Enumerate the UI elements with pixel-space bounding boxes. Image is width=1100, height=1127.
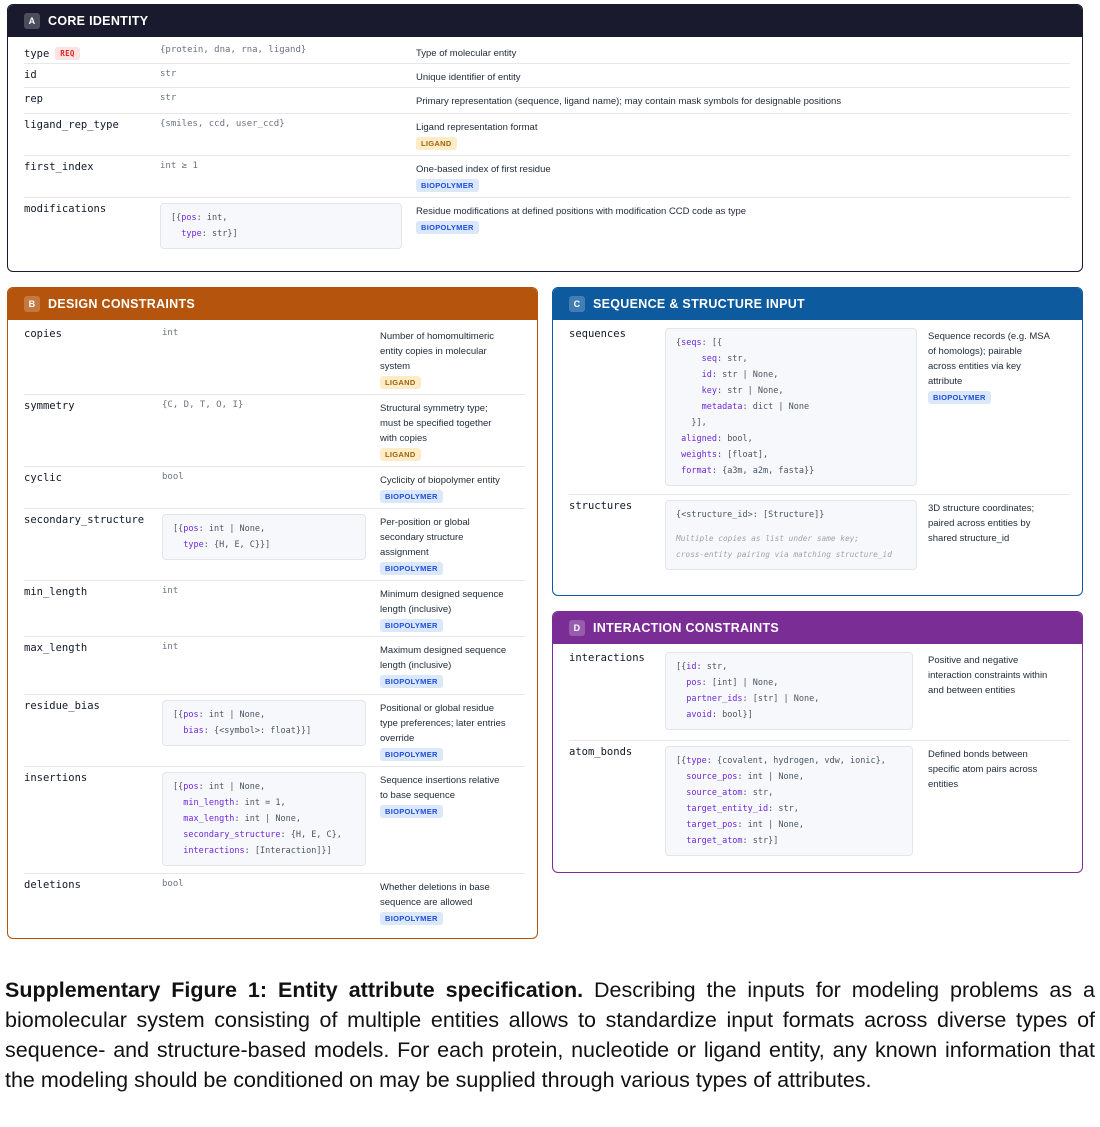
attribute-type: {C, D, T, O, I} <box>162 400 244 410</box>
attribute-row <box>24 636 525 695</box>
panel-header <box>8 5 1082 37</box>
panel-core-identity <box>7 4 1083 272</box>
attribute-description: Sequence insertions relative to base sequence BIOPOLYMER <box>380 775 500 816</box>
biopolymer-tag: BIOPOLYMER <box>416 221 479 234</box>
attribute-description: Per-position or global secondary structure assignment BIOPOLYMER <box>380 517 470 573</box>
attribute-description: One-based index of first residue BIOPOLYMER <box>416 164 551 190</box>
attribute-name: rep <box>24 93 43 105</box>
required-badge: REQ <box>55 47 79 60</box>
attribute-type: str <box>160 69 177 79</box>
biopolymer-tag: BIOPOLYMER <box>380 619 443 632</box>
attribute-description: Positive and negative interaction constraints within and between entities <box>928 655 1048 696</box>
panel-sequence-structure-input <box>552 287 1083 596</box>
panel-letter: B <box>24 296 40 312</box>
panel-design-constraints <box>7 287 538 939</box>
panel-letter: C <box>569 296 585 312</box>
attribute-description: 3D structure coordinates; paired across entities by shared structure_id <box>928 503 1035 544</box>
attribute-description: Cyclicity of biopolymer entity BIOPOLYMER <box>380 475 500 501</box>
type-code-block: [{pos: int, type: str}] <box>160 203 402 249</box>
attribute-row <box>24 508 525 581</box>
type-code-block: [{pos: int | None, bias: {<symbol>: float}}] <box>162 700 366 746</box>
attribute-name: sequences <box>569 328 626 340</box>
attribute-type: bool <box>162 472 184 482</box>
attribute-name: copies <box>24 328 62 340</box>
attribute-name: insertions <box>24 772 88 784</box>
panel-header <box>553 288 1082 320</box>
attribute-name: structures <box>569 500 633 512</box>
figure-caption <box>5 975 1095 1095</box>
ligand-tag: LIGAND <box>416 137 457 150</box>
attribute-row <box>24 466 525 509</box>
panel-title: CORE IDENTITY <box>48 14 149 28</box>
attribute-row <box>24 39 1070 64</box>
biopolymer-tag: BIOPOLYMER <box>380 805 443 818</box>
biopolymer-tag: BIOPOLYMER <box>928 391 991 404</box>
attribute-row <box>24 580 525 637</box>
attribute-description: Number of homomultimeric entity copies in molecular system LIGAND <box>380 331 495 387</box>
attribute-row <box>24 694 525 767</box>
caption-text: Describing the inputs for modeling problems as a biomolecular system consisting of multiple entities allows to standardize input formats across diverse types of sequence- and structure-based models. For each protein, nucleotide or ligand entity, any known information that the modeling should be conditioned on may be supplied through various types of attributes. <box>5 978 1096 1092</box>
attribute-row <box>569 322 1070 495</box>
attribute-type: str <box>160 93 177 103</box>
ligand-tag: LIGAND <box>380 376 421 389</box>
attribute-type: {smiles, ccd, user_ccd} <box>160 119 285 129</box>
attribute-row <box>24 322 525 395</box>
panel-letter: D <box>569 620 585 636</box>
type-code-block: [{type: {covalent, hydrogen, vdw, ionic}, source_pos: int | None, source_atom: str, target_entity_id: str, target_pos: int | None, target_atom: str}] <box>665 746 913 856</box>
attribute-description: Maximum designed sequence length (inclusive) BIOPOLYMER <box>380 645 507 686</box>
panel-header <box>8 288 537 320</box>
panel-title: DESIGN CONSTRAINTS <box>48 297 196 311</box>
attribute-row <box>24 113 1070 156</box>
attribute-name: first_index <box>24 161 94 173</box>
attribute-name: atom_bonds <box>569 746 633 758</box>
attribute-description: Structural symmetry type; must be specified together with copies LIGAND <box>380 403 492 459</box>
attribute-row <box>569 494 1070 586</box>
attribute-name: max_length <box>24 642 88 654</box>
attribute-name: symmetry <box>24 400 75 412</box>
biopolymer-tag: BIOPOLYMER <box>416 179 479 192</box>
code-note: Multiple copies as list under same key; cross-entity pairing via matching structure_id <box>676 534 892 559</box>
attribute-row <box>24 155 1070 198</box>
attribute-description: Whether deletions in base sequence are allowed BIOPOLYMER <box>380 882 490 923</box>
attribute-type: int ≥ 1 <box>160 161 198 171</box>
attribute-row <box>24 63 1070 88</box>
attribute-row <box>569 740 1070 864</box>
caption-title: Supplementary Figure 1: Entity attribute specification. <box>5 978 584 1002</box>
attribute-name: interactions <box>569 652 645 664</box>
attribute-type: int <box>162 642 179 652</box>
attribute-row <box>569 646 1070 741</box>
attribute-description: Type of molecular entity <box>416 48 517 59</box>
attribute-description: Primary representation (sequence, ligand name); may contain mask symbols for designable positions <box>416 96 842 107</box>
type-code-block: [{pos: int | None, type: {H, E, C}}] <box>162 514 366 560</box>
attribute-row <box>24 197 1070 267</box>
type-code-block: {<structure_id>: [Structure]} Multiple copies as list under same key; cross-entity pairing via matching structure_id <box>665 500 917 570</box>
attribute-row <box>24 394 525 467</box>
panel-title: SEQUENCE & STRUCTURE INPUT <box>593 297 805 311</box>
biopolymer-tag: BIOPOLYMER <box>380 675 443 688</box>
biopolymer-tag: BIOPOLYMER <box>380 912 443 925</box>
ligand-tag: LIGAND <box>380 448 421 461</box>
attribute-type: bool <box>162 879 184 889</box>
attribute-row <box>24 766 525 874</box>
panel-title: INTERACTION CONSTRAINTS <box>593 621 780 635</box>
attribute-description: Minimum designed sequence length (inclusive) BIOPOLYMER <box>380 589 504 630</box>
panel-interaction-constraints <box>552 611 1083 873</box>
type-code-block: {seqs: [{ seq: str, id: str | None, key: str | None, metadata: dict | None }], aligned: bool, weights: [float], format: {a3m, a2m, fasta}} <box>665 328 917 486</box>
attribute-row <box>24 873 525 933</box>
attribute-description: Defined bonds between specific atom pairs across entities <box>928 749 1038 790</box>
biopolymer-tag: BIOPOLYMER <box>380 562 443 575</box>
attribute-name: ligand_rep_type <box>24 119 119 131</box>
biopolymer-tag: BIOPOLYMER <box>380 490 443 503</box>
attribute-name: modifications <box>24 203 107 215</box>
attribute-description: Positional or global residue type preferences; later entries override BIOPOLYMER <box>380 703 506 759</box>
type-code-block: [{id: str, pos: [int] | None, partner_ids: [str] | None, avoid: bool}] <box>665 652 913 730</box>
attribute-description: Residue modifications at defined positions with modification CCD code as type BIOPOLYMER <box>416 206 747 232</box>
panel-letter: A <box>24 13 40 29</box>
attribute-type: int <box>162 328 179 338</box>
biopolymer-tag: BIOPOLYMER <box>380 748 443 761</box>
panel-header <box>553 612 1082 644</box>
attribute-name: deletions <box>24 879 81 891</box>
attribute-row <box>24 87 1070 114</box>
attribute-name: type REQ <box>24 45 80 60</box>
type-code-block: [{pos: int | None, min_length: int = 1, max_length: int | None, secondary_structure: {H, E, C}, interactions: [Interaction]}] <box>162 772 366 866</box>
attribute-name: min_length <box>24 586 88 598</box>
attribute-name: id <box>24 69 37 81</box>
attribute-description: Unique identifier of entity <box>416 72 521 83</box>
attribute-type: int <box>162 586 179 596</box>
attribute-name: secondary_structure <box>24 514 145 526</box>
attribute-description: Ligand representation format LIGAND <box>416 122 538 148</box>
attribute-type: {protein, dna, rna, ligand} <box>160 45 307 55</box>
attribute-name: residue_bias <box>24 700 100 712</box>
attribute-description: Sequence records (e.g. MSA of homologs); pairable across entities via key attribute BIOPOLYMER <box>928 331 1050 402</box>
attribute-name: cyclic <box>24 472 62 484</box>
